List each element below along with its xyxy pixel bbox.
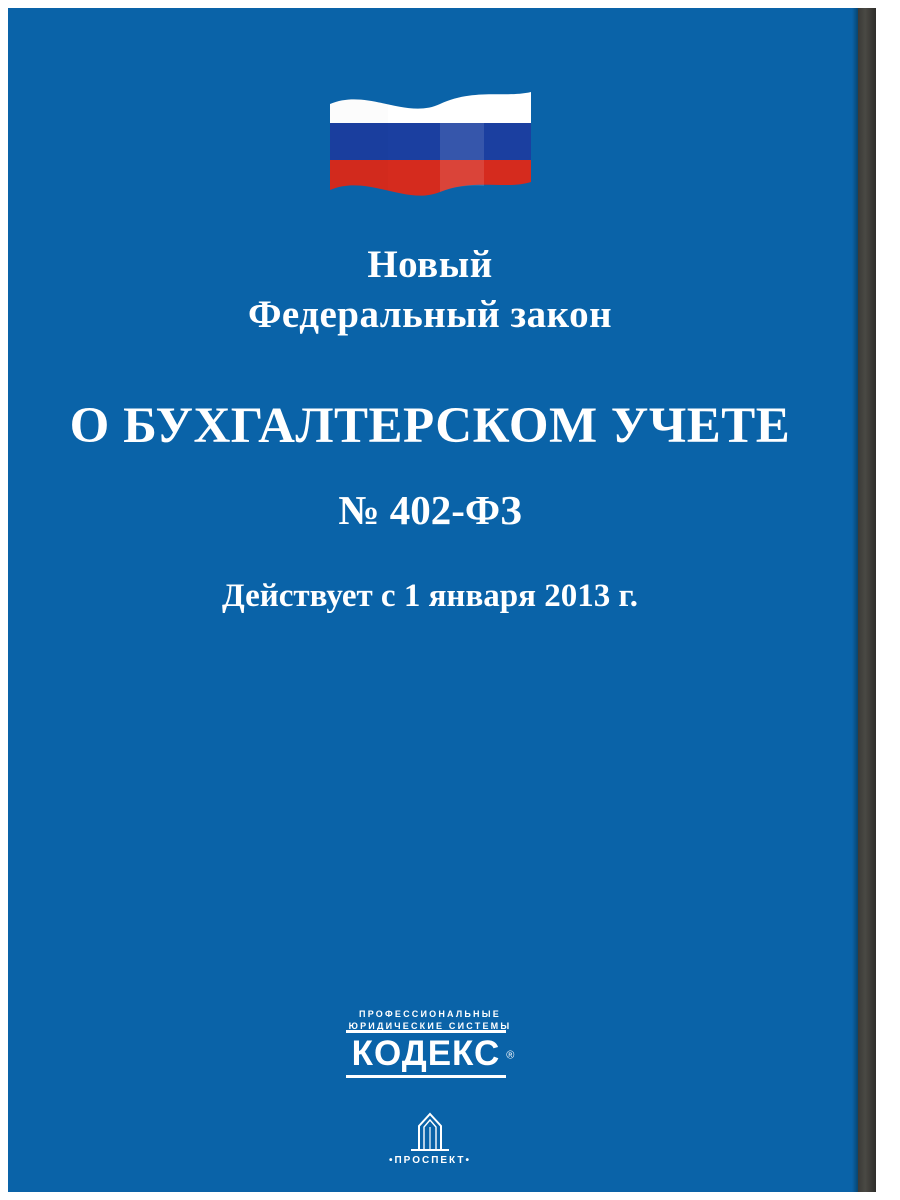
kodeks-logo	[8, 1008, 852, 1073]
russian-flag-icon	[328, 86, 533, 211]
kodeks-tagline-line-1: ПРОФЕССИОНАЛЬНЫЕ	[359, 1009, 501, 1019]
title-line-1: Новый	[367, 243, 493, 286]
title-main: О БУХГАЛТЕРСКОМ УЧЕТЕ	[69, 397, 791, 454]
prospekt-arch-icon	[401, 1112, 459, 1152]
book-spine-edge	[858, 8, 876, 1192]
cover-front	[8, 8, 876, 1192]
effective-date: Действует с 1 января 2013 г.	[222, 577, 638, 614]
law-number: № 402-ФЗ	[338, 486, 522, 533]
kodeks-wordmark: КОДЕКС	[346, 1030, 507, 1078]
title-line-2: Федеральный закон	[247, 292, 613, 336]
cover-titles	[48, 240, 812, 615]
flag-container	[8, 86, 852, 211]
publisher-logo	[8, 1112, 852, 1166]
publisher-name: •ПРОСПЕКТ•	[388, 1155, 472, 1166]
kodeks-tagline-line-2: ЮРИДИЧЕСКИЕ СИСТЕМЫ	[348, 1021, 512, 1032]
kodeks-wordmark-wrap	[346, 1036, 515, 1073]
registered-trademark-icon: ®	[506, 1049, 515, 1062]
